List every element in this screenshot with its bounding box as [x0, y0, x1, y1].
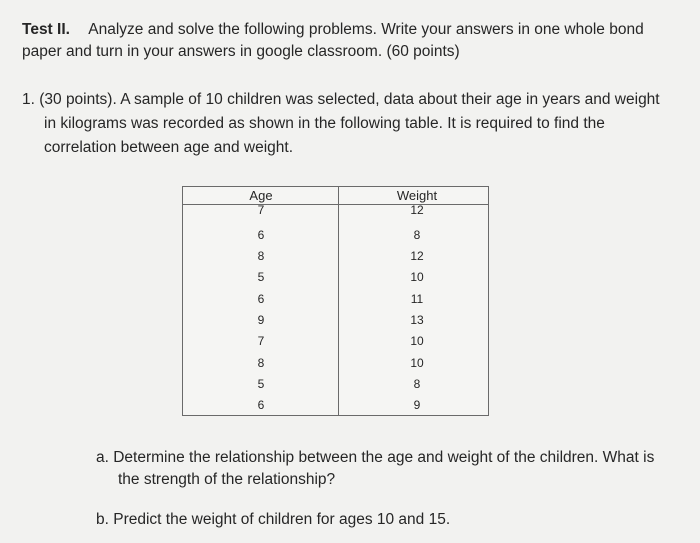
- question-a-line1: a. Determine the relationship between the age and weight of the children. What is: [96, 449, 655, 466]
- age-cell: 5: [257, 270, 265, 284]
- question-b-line1: b. Predict the weight of children for ages 10 and 15.: [96, 511, 451, 528]
- age-cell: 9: [257, 313, 265, 327]
- weight-cell: 10: [410, 270, 424, 284]
- weight-cell: 9: [413, 398, 421, 412]
- age-cell: 6: [257, 292, 265, 306]
- weight-cell: 11: [410, 292, 424, 306]
- test-instruction-1: Analyze and solve the following problems. Write your answers in one whole bond: [88, 21, 644, 38]
- data-table: [182, 186, 489, 416]
- problem1-line2: in kilograms was recorded as shown in the following table. It is required to find the: [44, 115, 605, 132]
- weight-cell: 10: [410, 356, 424, 370]
- age-cell: 5: [257, 377, 265, 391]
- weight-cell: 12: [410, 203, 424, 217]
- problem1-line1: 1. (30 points). A sample of 10 children was selected, data about their age in years and weight: [22, 91, 660, 108]
- weight-cell: 13: [410, 313, 424, 327]
- age-cell: 7: [257, 334, 265, 348]
- problem1-line3: correlation between age and weight.: [44, 139, 294, 156]
- header-weight: Weight: [396, 188, 438, 203]
- age-cell: 6: [257, 398, 265, 412]
- weight-cell: 12: [410, 249, 424, 263]
- header-age: Age: [249, 188, 273, 203]
- weight-cell: 8: [413, 228, 421, 242]
- test-instruction-2: paper and turn in your answers in google classroom. (60 points): [22, 43, 460, 60]
- age-cell: 8: [257, 356, 265, 370]
- weight-cell: 8: [413, 377, 421, 391]
- weight-cell: 10: [410, 334, 424, 348]
- test-heading: [22, 20, 644, 40]
- question-a-line2: the strength of the relationship?: [118, 471, 336, 488]
- age-cell: 8: [257, 249, 265, 263]
- column-divider: [338, 187, 339, 415]
- age-cell: 7: [257, 203, 265, 217]
- age-cell: 6: [257, 228, 265, 242]
- test-label: Test II.: [22, 21, 70, 38]
